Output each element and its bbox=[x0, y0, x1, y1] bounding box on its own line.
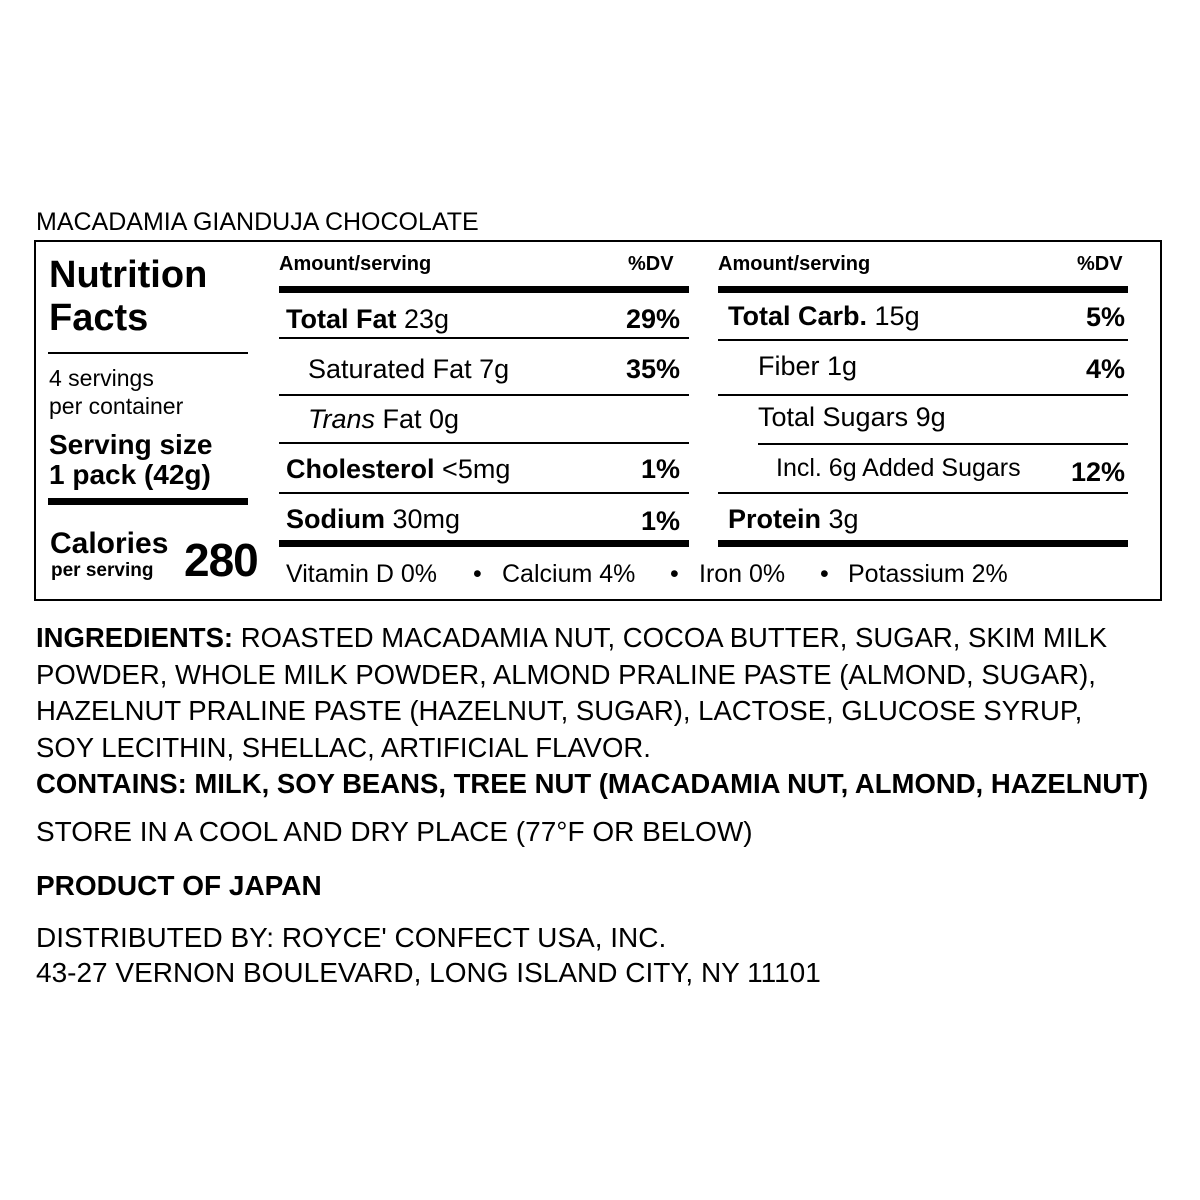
row-divider bbox=[718, 492, 1128, 494]
saturated-fat-row: Saturated Fat 7g bbox=[308, 354, 510, 384]
calcium: Calcium 4% bbox=[502, 560, 636, 588]
left-dv-header: %DV bbox=[628, 253, 674, 275]
title-divider bbox=[48, 352, 248, 354]
right-amount-header: Amount/serving bbox=[718, 253, 871, 275]
ingredients-label: INGREDIENTS: bbox=[36, 622, 234, 653]
allergen-contains: CONTAINS: MILK, SOY BEANS, TREE NUT (MACADAMIA NUT, ALMOND, HAZELNUT) bbox=[36, 768, 1149, 800]
row-divider bbox=[758, 443, 1128, 445]
total-sugars-row: Total Sugars 9g bbox=[758, 402, 946, 432]
left-amount-header: Amount/serving bbox=[279, 253, 432, 275]
servings-per-container-line1: 4 servings bbox=[49, 365, 154, 391]
ingredients-line: INGREDIENTS: ROASTED MACADAMIA NUT, COCOA BUTTER, SUGAR, SKIM MILK bbox=[36, 622, 1108, 653]
calories-per-serving: per serving bbox=[51, 560, 154, 581]
fiber-row: Fiber 1g bbox=[758, 351, 858, 381]
distributor-line2: 43-27 VERNON BOULEVARD, LONG ISLAND CITY, NY 11101 bbox=[36, 957, 821, 988]
nutrition-facts-panel bbox=[34, 240, 1162, 601]
ingredients-line: SOY LECITHIN, SHELLAC, ARTIFICIAL FLAVOR. bbox=[36, 731, 651, 763]
row-divider bbox=[718, 394, 1128, 396]
right-header-bar bbox=[718, 286, 1128, 293]
ingredients-line: HAZELNUT PRALINE PASTE (HAZELNUT, SUGAR), LACTOSE, GLUCOSE SYRUP, bbox=[36, 695, 1083, 727]
cholesterol-row: Cholesterol <5mg bbox=[286, 454, 511, 484]
cholesterol-dv: 1% bbox=[641, 454, 681, 484]
right-dv-header: %DV bbox=[1077, 253, 1123, 275]
row-divider bbox=[718, 339, 1128, 341]
calories-label: Calories bbox=[50, 527, 169, 560]
row-divider bbox=[279, 394, 689, 396]
country-of-origin: PRODUCT OF JAPAN bbox=[36, 870, 322, 901]
added-sugars-row: Incl. 6g Added Sugars bbox=[776, 454, 1021, 482]
row-divider bbox=[279, 492, 689, 494]
serving-divider bbox=[48, 498, 248, 505]
sodium-dv: 1% bbox=[641, 506, 681, 536]
row-divider bbox=[279, 442, 689, 444]
servings-per-container-line2: per container bbox=[49, 393, 184, 419]
calories-value: 280 bbox=[184, 534, 258, 586]
ingredients-block bbox=[36, 620, 1176, 803]
distributor-line1: DISTRIBUTED BY: ROYCE' CONFECT USA, INC. bbox=[36, 922, 667, 953]
right-bottom-bar bbox=[718, 540, 1128, 547]
total-fat-row: Total Fat 23g bbox=[286, 304, 450, 334]
potassium: Potassium 2% bbox=[848, 560, 1008, 588]
total-carb-row: Total Carb. 15g bbox=[728, 301, 920, 331]
nutrition-title-line1: Nutrition bbox=[49, 254, 208, 296]
vitamin-d: Vitamin D 0% bbox=[286, 560, 437, 588]
saturated-fat-dv: 35% bbox=[626, 354, 681, 384]
row-divider bbox=[279, 337, 689, 339]
storage-instructions: STORE IN A COOL AND DRY PLACE (77°F OR BELOW) bbox=[36, 816, 753, 847]
left-bottom-bar bbox=[279, 540, 689, 547]
added-sugars-dv: 12% bbox=[1071, 457, 1126, 487]
nutrition-title-line2: Facts bbox=[49, 297, 149, 339]
bullet-separator: • bbox=[473, 560, 482, 588]
serving-size-label: Serving size bbox=[49, 429, 213, 460]
sodium-row: Sodium 30mg bbox=[286, 504, 461, 534]
fiber-dv: 4% bbox=[1086, 354, 1126, 384]
total-carb-dv: 5% bbox=[1086, 302, 1126, 332]
product-name: MACADAMIA GIANDUJA CHOCOLATE bbox=[36, 208, 479, 236]
bullet-separator: • bbox=[820, 560, 829, 588]
total-fat-dv: 29% bbox=[626, 304, 681, 334]
protein-row: Protein 3g bbox=[728, 504, 859, 534]
bullet-separator: • bbox=[670, 560, 679, 588]
iron: Iron 0% bbox=[699, 560, 786, 588]
serving-size-value: 1 pack (42g) bbox=[49, 459, 211, 490]
left-header-bar bbox=[279, 286, 689, 293]
trans-fat-row: Trans Fat 0g bbox=[308, 404, 460, 434]
ingredients-line: POWDER, WHOLE MILK POWDER, ALMOND PRALINE PASTE (ALMOND, SUGAR), bbox=[36, 658, 1096, 690]
